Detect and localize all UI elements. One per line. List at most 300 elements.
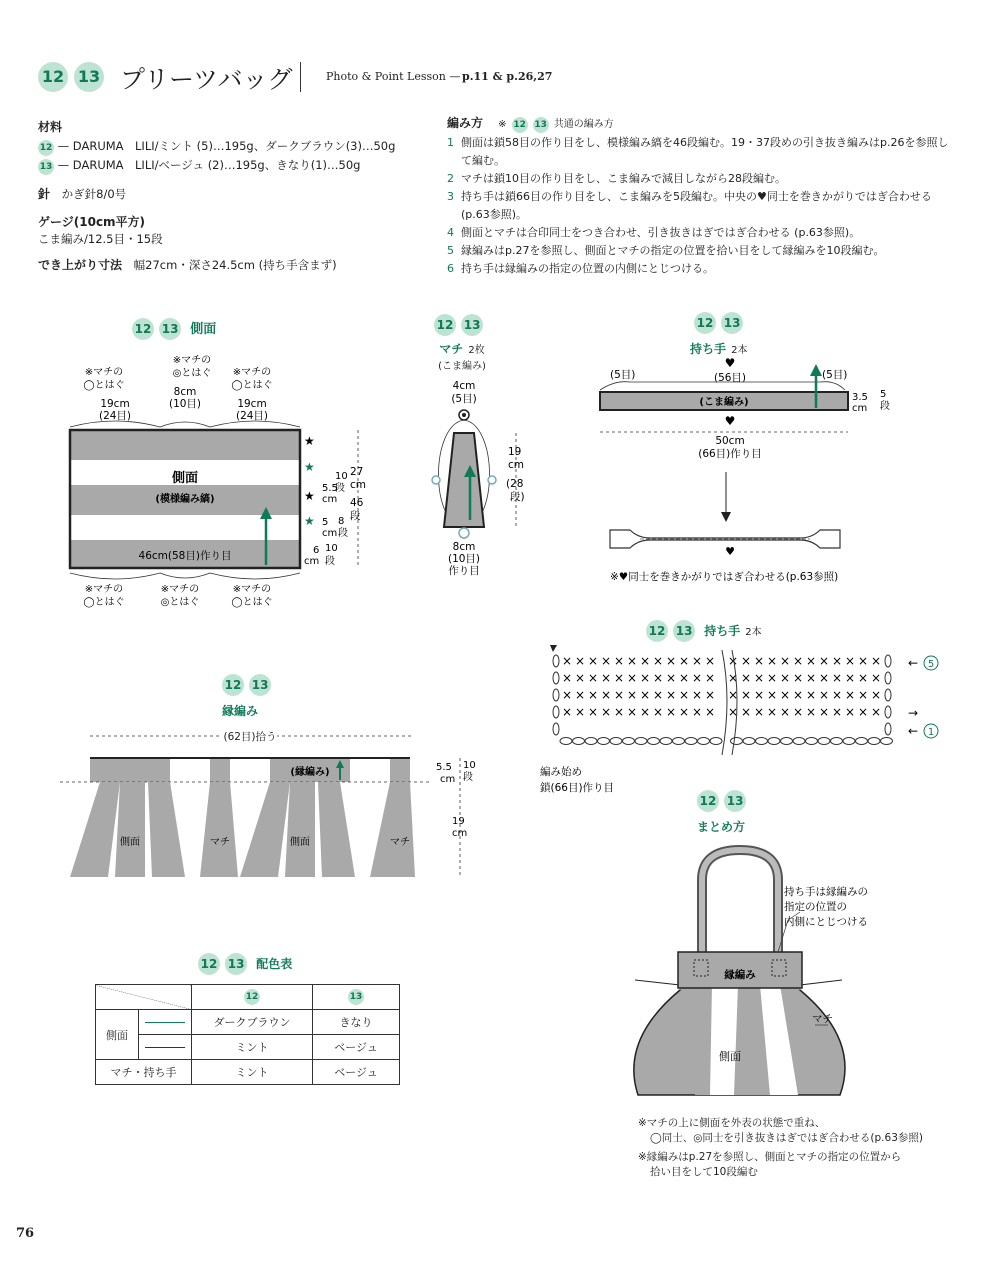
sc-stitch-mark: ×: [653, 705, 664, 719]
sc-stitch-mark: ×: [692, 671, 703, 685]
side-top-note-2: ※マチの: [172, 355, 212, 366]
row-1-label: 1: [927, 727, 935, 738]
badge-13: 13: [74, 62, 104, 92]
badge-13: 13: [249, 674, 271, 696]
handle-note: ※♥同士を巻きかがりではぎ合わせる(p.63参照): [610, 571, 839, 583]
sc-stitch-mark: ×: [614, 705, 625, 719]
badge-12: 12: [694, 312, 716, 334]
arrow-down-icon: [721, 512, 731, 522]
edge-dim-1b: cm: [440, 774, 456, 785]
chain-stitch-mark: [710, 738, 722, 745]
method-heading: 編み方: [447, 116, 484, 130]
sc-stitch-mark: ×: [845, 688, 856, 702]
table-row: [96, 1060, 400, 1085]
step-text: 側面は鎖58目の作り目をし、模様編み縞を46段編む。19・37段めの引き抜き編みはp.26を参照して編む。: [461, 136, 949, 167]
sc-stitch-mark: ×: [679, 654, 690, 668]
sc-stitch-mark: ×: [666, 705, 677, 719]
table-cell: ミント: [192, 1060, 313, 1085]
chain-stitch-mark: [843, 738, 855, 745]
side-base-label: 46cm(58目)作り目: [138, 550, 232, 562]
method-step: [447, 260, 952, 278]
sc-stitch-mark: ×: [666, 671, 677, 685]
sc-stitch-mark: ×: [705, 671, 716, 685]
arrow-left-icon: ←: [908, 656, 919, 670]
assembly-note: ◯同士、◎同士を引き抜きはぎではぎ合わせる(p.63参照): [650, 1132, 923, 1144]
badge-13: 13: [159, 318, 181, 340]
row-5-label: 5: [927, 659, 935, 670]
table-cell: ダークブラウン: [192, 1010, 313, 1035]
sc-stitch-mark: ×: [754, 671, 765, 685]
edge-label: (縁編み): [290, 767, 330, 778]
sc-stitch-mark: ×: [601, 705, 612, 719]
side-dim-2b: (10目): [168, 398, 202, 410]
circle-icon: [488, 476, 496, 484]
badge-13: 13: [38, 159, 54, 175]
sc-stitch-mark: ×: [679, 688, 690, 702]
sc-stitch-mark: ×: [767, 688, 778, 702]
heart-icon: ♥: [724, 356, 736, 370]
assembly-handle-note-3: 内側にとじつける: [784, 916, 868, 928]
sc-stitch-mark: ×: [728, 688, 739, 702]
needle-heading: 針: [38, 187, 51, 201]
sc-stitch-mark: ×: [858, 705, 869, 719]
table-cell: 側面: [96, 1010, 139, 1060]
sc-stitch-mark: ×: [653, 654, 664, 668]
gusset-top-dim-b: (5目): [451, 393, 477, 405]
edge-pickup: (62目)拾う: [223, 731, 277, 743]
method-step: [447, 242, 952, 260]
gusset-bot-dim-c: 作り目: [448, 565, 480, 577]
sc-stitch-mark: ×: [806, 671, 817, 685]
method-note-text: 共通の編み方: [553, 119, 614, 130]
sc-stitch-mark: ×: [666, 688, 677, 702]
gusset-top-dim: 4cm: [452, 380, 476, 392]
edge-diagram: [60, 722, 480, 892]
side-title-row: [132, 318, 216, 340]
gusset-title-text: マチ: [439, 342, 464, 356]
sc-stitch-mark: ×: [562, 671, 573, 685]
chain-stitch-mark: [731, 738, 743, 745]
handle-stitch-label: (こま編み): [699, 397, 749, 408]
side-bot-note-1: ※マチの: [84, 584, 124, 595]
table-cell: ミント: [192, 1035, 313, 1060]
step-text: 持ち手は鎖66目の作り目をし、こま編みを5段編む。中央の♥同士を巻きかがりではぎ合わせる (p.63参照)。: [461, 190, 932, 221]
chain-stitch-mark: [868, 738, 880, 745]
gusset-title: [422, 338, 502, 372]
sc-stitch-mark: ×: [871, 654, 882, 668]
sc-stitch-mark: ×: [692, 688, 703, 702]
side-top-mark-2: ◎とはぐ: [172, 368, 212, 379]
step-number: 3: [447, 190, 454, 203]
assembly-title: まとめ方: [697, 820, 746, 834]
turning-chain-mark: [553, 689, 559, 701]
sc-stitch-mark: ×: [692, 654, 703, 668]
color-title-row: [198, 953, 292, 975]
sc-stitch-mark: ×: [588, 671, 599, 685]
step-number: 4: [447, 226, 454, 239]
sc-stitch-mark: ×: [858, 654, 869, 668]
edge-title-row: [222, 674, 271, 696]
handle-height-b: cm: [852, 403, 868, 414]
page-number: 76: [16, 1226, 35, 1241]
turning-chain-mark: [553, 723, 559, 735]
gauge-heading: ゲージ(10cm平方): [38, 215, 146, 229]
star-icon: ★: [304, 460, 315, 474]
sc-stitch-mark: ×: [627, 671, 638, 685]
heart-icon: ♥: [725, 545, 735, 558]
sc-stitch-mark: ×: [640, 688, 651, 702]
handle-width: 50cm: [715, 435, 745, 447]
arrow-left-icon: ←: [908, 724, 919, 738]
star-icon: ★: [304, 514, 315, 528]
stripe-swatch: [139, 1010, 192, 1035]
side-rdim-2b: 段: [335, 483, 345, 494]
sc-stitch-mark: ×: [575, 654, 586, 668]
badge-13: 13: [724, 790, 746, 812]
gusset-side-dim-b: cm: [508, 459, 525, 471]
handle-left-count: (5目): [610, 369, 636, 381]
chain-stitch-mark: [743, 738, 755, 745]
gusset-diagram: [420, 375, 530, 585]
handle-center-count: (56目): [713, 372, 747, 384]
assembly-note: 拾い目をして10段編む: [650, 1166, 758, 1178]
side-rdim-2: 10: [335, 471, 348, 482]
table-cell: マチ・持ち手: [96, 1060, 192, 1085]
assembly-notes: [638, 1116, 923, 1180]
chart-start-label-b: 鎖(66目)作り目: [540, 782, 615, 794]
badge-12: 12: [198, 953, 220, 975]
sc-stitch-mark: ×: [614, 688, 625, 702]
sc-stitch-mark: ×: [819, 654, 830, 668]
sc-stitch-mark: ×: [806, 688, 817, 702]
sc-stitch-mark: ×: [767, 654, 778, 668]
method-steps: [447, 134, 952, 278]
sc-stitch-mark: ×: [793, 705, 804, 719]
sc-stitch-mark: ×: [780, 705, 791, 719]
sc-stitch-mark: ×: [601, 654, 612, 668]
assembly-side-label: 側面: [719, 1050, 741, 1063]
method-step: [447, 224, 952, 242]
step-number: 1: [447, 136, 454, 149]
chain-stitch-mark: [768, 738, 780, 745]
side-top-mark-1: ◯とはぐ: [83, 380, 125, 391]
edge-title: 縁編み: [222, 704, 259, 718]
side-dim-3: 19cm: [237, 398, 267, 410]
sc-stitch-mark: ×: [562, 688, 573, 702]
sc-stitch-mark: ×: [575, 688, 586, 702]
assembly-title-row: [697, 790, 746, 812]
sc-stitch-mark: ×: [728, 654, 739, 668]
chart-count: 2本: [745, 627, 762, 638]
side-top-note-1: ※マチの: [84, 367, 124, 378]
badge-13: 13: [348, 989, 364, 1005]
color-table: [95, 984, 400, 1085]
gusset-sub: (こま編み): [438, 361, 486, 372]
method-step: [447, 170, 952, 188]
stripe-swatch: [139, 1035, 192, 1060]
step-text: 縁編みはp.27を参照し、側面とマチの指定の位置を拾い目をして縁編みを10段編む。: [461, 244, 885, 257]
badge-12: 12: [244, 989, 260, 1005]
assembly-note: ※縁編みはp.27を参照し、側面とマチの指定の位置から: [638, 1151, 902, 1163]
edge-dim-3b: cm: [452, 828, 468, 839]
material-row-12: [38, 137, 438, 156]
badge-13: 13: [225, 953, 247, 975]
badge-12: 12: [434, 314, 456, 336]
edge-dim-1: 5.5: [436, 762, 452, 773]
materials-section: [38, 118, 438, 274]
badge-12: 12: [38, 62, 68, 92]
page-header: [38, 60, 638, 100]
side-dim-1b: (24目): [98, 410, 132, 422]
side-bot-mark-3: ◯とはぐ: [231, 597, 273, 608]
chart-start-label: 編み始め: [540, 766, 582, 778]
sc-stitch-mark: ×: [793, 654, 804, 668]
badge-12: 12: [646, 620, 668, 642]
sc-stitch-mark: ×: [793, 688, 804, 702]
side-rdim-3: 5: [322, 517, 329, 528]
sc-stitch-mark: ×: [640, 654, 651, 668]
method-step: [447, 188, 952, 224]
chain-stitch-mark: [831, 738, 843, 745]
chart-title-row: [646, 620, 762, 642]
needle-row: [38, 185, 438, 203]
side-dim-3b: (24目): [235, 410, 269, 422]
table-cell: ベージュ: [313, 1035, 400, 1060]
sc-stitch-mark: ×: [741, 671, 752, 685]
turning-chain-mark: [885, 689, 891, 701]
edge-piece-2: マチ: [210, 837, 230, 848]
assembly-note: ※マチの上に側面を外表の状態で重ね、: [638, 1117, 826, 1129]
sc-stitch-mark: ×: [588, 654, 599, 668]
handle-rows: 5: [880, 389, 887, 400]
table-header: [313, 985, 400, 1010]
chain-stitch-mark: [660, 738, 672, 745]
side-rdim-rows-b: 段: [350, 510, 361, 522]
edge-piece-1: 側面: [120, 837, 140, 848]
handle-width-b: (66目)作り目: [698, 448, 762, 460]
sc-stitch-mark: ×: [679, 705, 690, 719]
chain-stitch-mark: [856, 738, 868, 745]
sc-stitch-mark: ×: [601, 671, 612, 685]
side-bot-note-2: ※マチの: [160, 584, 200, 595]
gusset-bot-dim-b: (10目): [447, 553, 481, 565]
sc-stitch-mark: ×: [601, 688, 612, 702]
side-rdim-5: 6: [313, 545, 320, 556]
handle-height: 3.5: [852, 392, 868, 403]
sc-stitch-mark: ×: [640, 705, 651, 719]
arrow-icon: [810, 364, 822, 376]
page-title: プリーツバッグ: [120, 65, 293, 94]
step-text: 側面とマチは合印同士をつき合わせ、引き抜きはぎではぎ合わせる (p.63参照)。: [461, 226, 861, 239]
side-rdim-3b: cm: [322, 528, 338, 539]
gusset-title-row: [434, 314, 483, 336]
gusset-bot-dim: 8cm: [452, 541, 476, 553]
sc-stitch-mark: ×: [741, 688, 752, 702]
side-pattern-label: (模様編み縞): [155, 494, 215, 505]
badge-12: 12: [222, 674, 244, 696]
chain-stitch-mark: [635, 738, 647, 745]
sc-stitch-mark: ×: [780, 654, 791, 668]
side-rdim-1b: cm: [322, 494, 338, 505]
sc-stitch-mark: ×: [575, 705, 586, 719]
gusset-side-dim-c: (28: [506, 478, 524, 490]
assembly-handle-note-2: 指定の位置の: [784, 901, 847, 913]
gusset-side-dim-d: 段): [510, 491, 525, 503]
sc-stitch-mark: ×: [666, 654, 677, 668]
chain-stitch-mark: [585, 738, 597, 745]
sc-stitch-mark: ×: [767, 705, 778, 719]
table-cell: ベージュ: [313, 1060, 400, 1085]
sc-stitch-mark: ×: [705, 688, 716, 702]
sc-stitch-mark: ×: [832, 705, 843, 719]
turning-chain-mark: [885, 706, 891, 718]
side-bot-mark-2: ◎とはぐ: [160, 597, 200, 608]
sc-stitch-mark: ×: [705, 705, 716, 719]
side-rdim-4: 8: [338, 516, 345, 527]
side-rdim-4b: 段: [338, 528, 348, 539]
chart-title: 持ち手: [704, 624, 741, 638]
step-number: 2: [447, 172, 454, 185]
chain-stitch-mark: [648, 738, 660, 745]
gusset-count: 2枚: [468, 345, 485, 356]
sc-stitch-mark: ×: [614, 654, 625, 668]
lesson-pages: p.11 & p.26,27: [462, 70, 553, 83]
chain-stitch-mark: [781, 738, 793, 745]
table-corner: [96, 985, 192, 1010]
table-row: [96, 1035, 400, 1060]
arrow-right-icon: →: [908, 706, 919, 720]
side-bot-mark-1: ◯とはぐ: [83, 597, 125, 608]
method-section: [447, 112, 952, 278]
sc-stitch-mark: ×: [614, 671, 625, 685]
sc-stitch-mark: ×: [679, 671, 690, 685]
sc-stitch-mark: ×: [767, 671, 778, 685]
assembly-edge-label: 縁編み: [724, 969, 756, 981]
turning-chain-mark: [553, 672, 559, 684]
side-rdim-5b: cm: [304, 556, 320, 567]
materials-heading: 材料: [38, 120, 63, 134]
sc-stitch-mark: ×: [562, 654, 573, 668]
turning-chain-mark: [885, 723, 891, 735]
sc-stitch-mark: ×: [780, 688, 791, 702]
sc-stitch-mark: ×: [793, 671, 804, 685]
lesson-label: Photo & Point Lesson —: [326, 70, 461, 83]
sc-stitch-mark: ×: [588, 688, 599, 702]
sc-stitch-mark: ×: [741, 705, 752, 719]
sc-stitch-mark: ×: [575, 671, 586, 685]
sc-stitch-mark: ×: [562, 705, 573, 719]
sc-stitch-mark: ×: [653, 688, 664, 702]
sc-stitch-mark: ×: [819, 671, 830, 685]
chain-stitch-mark: [793, 738, 805, 745]
sc-stitch-mark: ×: [728, 705, 739, 719]
sc-stitch-mark: ×: [819, 705, 830, 719]
chain-stitch-mark: [806, 738, 818, 745]
size-text: 幅27cm・深さ24.5cm (持ち手含まず): [133, 258, 337, 272]
needle-text: かぎ針8/0号: [61, 187, 127, 201]
chain-stitch-mark: [756, 738, 768, 745]
sc-stitch-mark: ×: [705, 654, 716, 668]
sc-stitch-mark: ×: [819, 688, 830, 702]
method-note: ※: [498, 119, 507, 130]
step-text: マチは鎖10目の作り目をし、こま編みで減目しながら28段編む。: [461, 172, 786, 185]
sc-stitch-mark: ×: [871, 671, 882, 685]
edge-dim-2b: 段: [463, 772, 473, 783]
side-rdim-total: 27: [350, 466, 364, 478]
side-rdim-6b: 段: [325, 556, 335, 567]
double-circle-icon: [459, 528, 469, 538]
turning-chain-mark: [553, 706, 559, 718]
sc-stitch-mark: ×: [806, 705, 817, 719]
edge-dim-3: 19: [452, 816, 465, 827]
chain-stitch-mark: [818, 738, 830, 745]
assembly-diagram: [620, 840, 960, 1110]
side-top-mark-3: ◯とはぐ: [231, 380, 273, 391]
material-row-13: [38, 156, 438, 175]
badge-12: 12: [38, 140, 54, 156]
step-number: 5: [447, 244, 454, 257]
sc-stitch-mark: ×: [653, 671, 664, 685]
sc-stitch-mark: ×: [858, 688, 869, 702]
sc-stitch-mark: ×: [588, 705, 599, 719]
edge-dim-2: 10: [463, 760, 476, 771]
star-icon: ★: [304, 434, 315, 448]
method-heading-row: [447, 112, 952, 134]
side-dim-1: 19cm: [100, 398, 130, 410]
chain-stitch-mark: [673, 738, 685, 745]
title-divider: [300, 62, 301, 92]
badge-13: 13: [673, 620, 695, 642]
badge-13: 13: [461, 314, 483, 336]
step-text: 持ち手は縁編みの指定の位置の内側にとじつける。: [461, 262, 714, 275]
heart-icon: ♥: [724, 414, 736, 428]
badge-12: 12: [512, 117, 528, 133]
sc-stitch-mark: ×: [806, 654, 817, 668]
sc-stitch-mark: ×: [845, 654, 856, 668]
sc-stitch-mark: ×: [871, 688, 882, 702]
star-icon: ★: [304, 489, 315, 503]
chain-stitch-mark: [560, 738, 572, 745]
handle-count: 2本: [731, 345, 748, 356]
side-dim-2: 8cm: [173, 386, 197, 398]
sc-stitch-mark: ×: [728, 671, 739, 685]
side-rdim-rows: 46: [350, 497, 364, 509]
table-row: [96, 1010, 400, 1035]
sc-stitch-mark: ×: [754, 705, 765, 719]
side-title: 側面: [190, 322, 217, 337]
badge-12: 12: [697, 790, 719, 812]
circle-icon: [432, 476, 440, 484]
gusset-side-dim: 19: [508, 446, 522, 458]
badge-13: 13: [533, 117, 549, 133]
handle-right-count: (5目): [822, 369, 848, 381]
sc-stitch-mark: ×: [858, 671, 869, 685]
material-text-12: — DARUMA LILI/ミント (5)…195g、ダークブラウン(3)…50g: [57, 139, 396, 153]
turning-chain-mark: [885, 655, 891, 667]
step-number: 6: [447, 262, 454, 275]
side-rdim-6: 10: [325, 543, 338, 554]
chain-stitch-mark: [881, 738, 893, 745]
turning-chain-mark: [885, 672, 891, 684]
chain-stitch-mark: [685, 738, 697, 745]
assembly-handle-note-1: 持ち手は縁編みの: [784, 886, 868, 898]
assembly-gusset-label: マチ: [812, 1013, 833, 1025]
chain-stitch-mark: [573, 738, 585, 745]
handle-title-text: 持ち手: [690, 342, 727, 356]
table-header: [192, 985, 313, 1010]
color-table-title: 配色表: [256, 957, 293, 971]
edge-piece-4: マチ: [390, 837, 410, 848]
